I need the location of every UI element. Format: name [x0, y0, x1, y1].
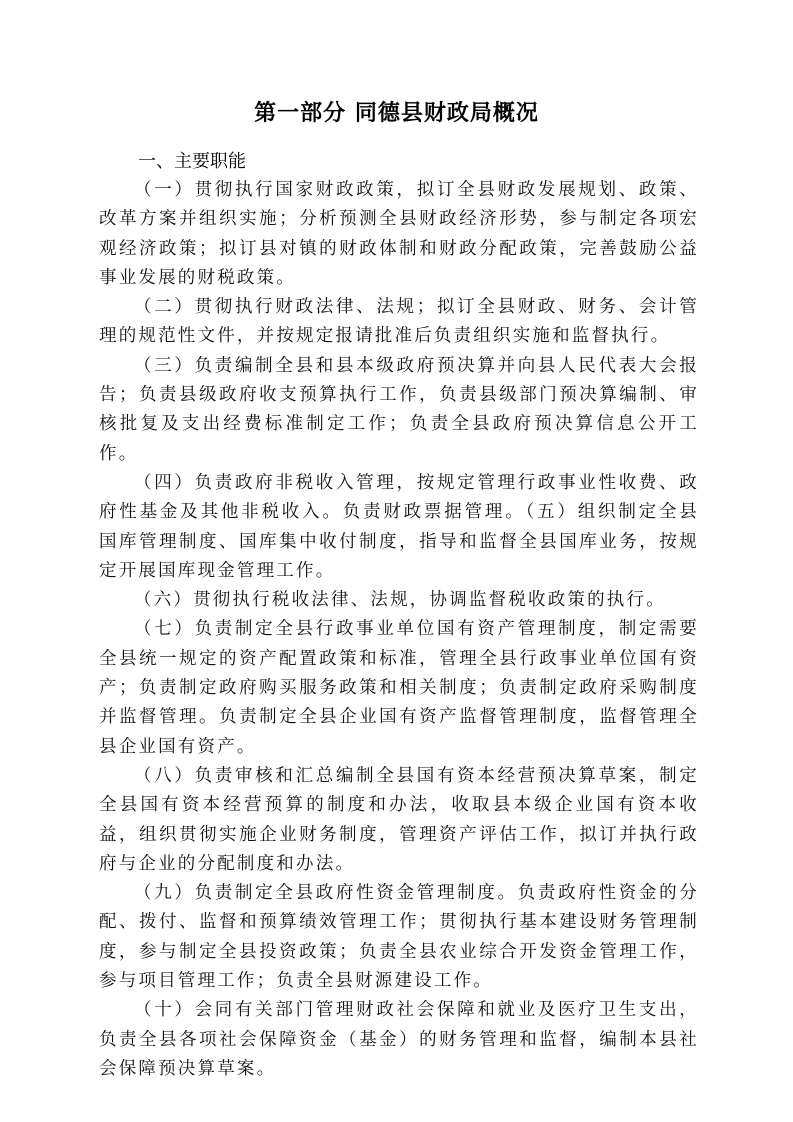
body-text	[99, 176, 699, 1084]
section-heading: 一、主要职能	[138, 151, 246, 172]
paragraph-7: （七）负责制定全县行政事业单位国有资产管理制度，制定需要全县统一规定的资产配置政策和标准，管理全县行政事业单位国有资产；负责制定政府购买服务政策和相关制度；负责制定政府采购制度并监督管理。负责制定全县企业国有资产监督管理制度，监督管理全县企业国有资产。	[99, 619, 699, 757]
paragraph-2: （二）贯彻执行财政法律、法规；拟订全县财政、财务、会计管理的规范性文件，并按规定报请批准后负责组织实施和监督执行。	[99, 297, 699, 347]
page-title: 第一部分 同德县财政局概况	[254, 101, 539, 126]
paragraph-8: （八）负责审核和汇总编制全县国有资本经营预决算草案，制定全县国有资本经营预算的制度和办法，收取县本级企业国有资本收益，组织贯彻实施企业财务制度，管理资产评估工作，拟订并执行政府与企业的分配制度和办法。	[99, 765, 699, 874]
paragraph-6: （六）贯彻执行税收法律、法规，协调监督税收政策的执行。	[134, 590, 666, 611]
paragraph-1: （一）贯彻执行国家财政政策，拟订全县财政发展规划、政策、改革方案并组织实施；分析预测全县财政经济形势，参与制定各项宏观经济政策；拟订县对镇的财政体制和财政分配政策，完善鼓励公益事业发展的财税政策。	[99, 180, 699, 288]
paragraph-9: （九）负责制定全县政府性资金管理制度。负责政府性资金的分配、拨付、监督和预算绩效管理工作；贯彻执行基本建设财务管理制度，参与制定全县投资政策；负责全县农业综合开发资金管理工作，参与项目管理工作；负责全县财源建设工作。	[99, 883, 699, 992]
paragraph-10: （十）会同有关部门管理财政社会保障和就业及医疗卫生支出，负责全县各项社会保障资金（基金）的财务管理和监督，编制本县社会保障预决算草案。	[99, 1000, 699, 1079]
paragraph-3: （三）负责编制全县和县本级政府预决算并向县人民代表大会报告；负责县级政府收支预算执行工作，负责县级部门预决算编制、审核批复及支出经费标准制定工作；负责全县政府预决算信息公开工作。	[99, 355, 699, 464]
paragraph-4: （四）负责政府非税收入管理，按规定管理行政事业性收费、政府性基金及其他非税收入。负责财政票据管理。（五）组织制定全县国库管理制度、国库集中收付制度，指导和监督全县国库业务，按规定开展国库现金管理工作。	[99, 472, 699, 581]
